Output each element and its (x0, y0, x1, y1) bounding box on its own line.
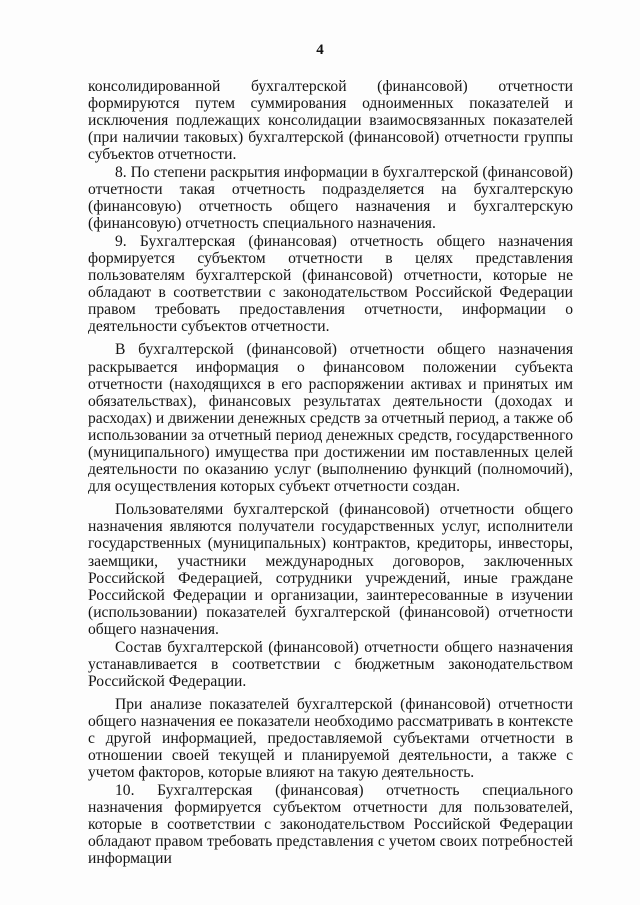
paragraph-item-9: 9. Бухгалтерская (финансовая) отчетность общего назначения формируется субъектом отчетности в целях представления пользователям бухгалтерской (финансовой) отчетности, которые не обладают в соответствии с законодательством Российской Федерации правом требовать предоставления отчетности, информации о деятельности субъектов отчетности. (88, 232, 573, 336)
page-number: 4 (316, 42, 324, 58)
paragraph-users: Пользователями бухгалтерской (финансовой) отчетности общего назначения являются получатели государственных услуг, исполнители государственных (муниципальных) контрактов, кредиторы, инвесторы, заемщики, участники международных договоров, заключенных Российской Федерацией, сотрудники учреждений, иные граждане Российской Федерации и организации, заинтересованные в изучении (использовании) показателей бухгалтерской (финансовой) отчетности общего назначения. (88, 501, 573, 638)
paragraph-item-8: 8. По степени раскрытия информации в бухгалтерской (финансовой) отчетности такая отчетность подразделяется на бухгалтерскую (финансовую) отчетность общего назначения и бухгалтерскую (финансовую) отчетность специального назначения. (88, 163, 573, 233)
paragraph-continuation: консолидированной бухгалтерской (финансовой) отчетности формируются путем суммирования одноименных показателей и исключения подлежащих консолидации взаимосвязанных показателей (при наличии таковых) бухгалтерской (финансовой) отчетности группы субъектов отчетности. (88, 78, 573, 164)
paragraph-analysis: При анализе показателей бухгалтерской (финансовой) отчетности общего назначения ее показатели необходимо рассматривать в контексте с другой информацией, предоставляемой субъектами отчетности в отношении своей текущей и планируемой деятельности, а также с учетом факторов, которые влияют на такую деятельность. (88, 695, 573, 782)
paragraph-general-purpose-disclosure: В бухгалтерской (финансовой) отчетности общего назначения раскрывается информация о финансовом положении субъекта отчетности (находящихся в его распоряжении активах и принятых им обязательствах), финансовых результатах деятельности (доходах и расходах) и движении денежных средств за отчетный период, а также об использовании за отчетный период денежных средств, государственного (муниципального) имущества при достижении им поставленных целей деятельности по оказанию услуг (выполнению функций (полномочий), для осуществления которых субъект отчетности создан. (88, 341, 573, 496)
document-body (88, 78, 573, 868)
paragraph-item-10: 10. Бухгалтерская (финансовая) отчетность специального назначения формируется субъектом отчетности для пользователей, которые в соответствии с законодательством Российской Федерации обладают правом требовать представления с учетом своих потребностей информации (88, 781, 573, 868)
paragraph-composition: Состав бухгалтерской (финансовой) отчетности общего назначения устанавливается в соответствии с бюджетным законодательством Российской Федерации. (88, 638, 573, 690)
